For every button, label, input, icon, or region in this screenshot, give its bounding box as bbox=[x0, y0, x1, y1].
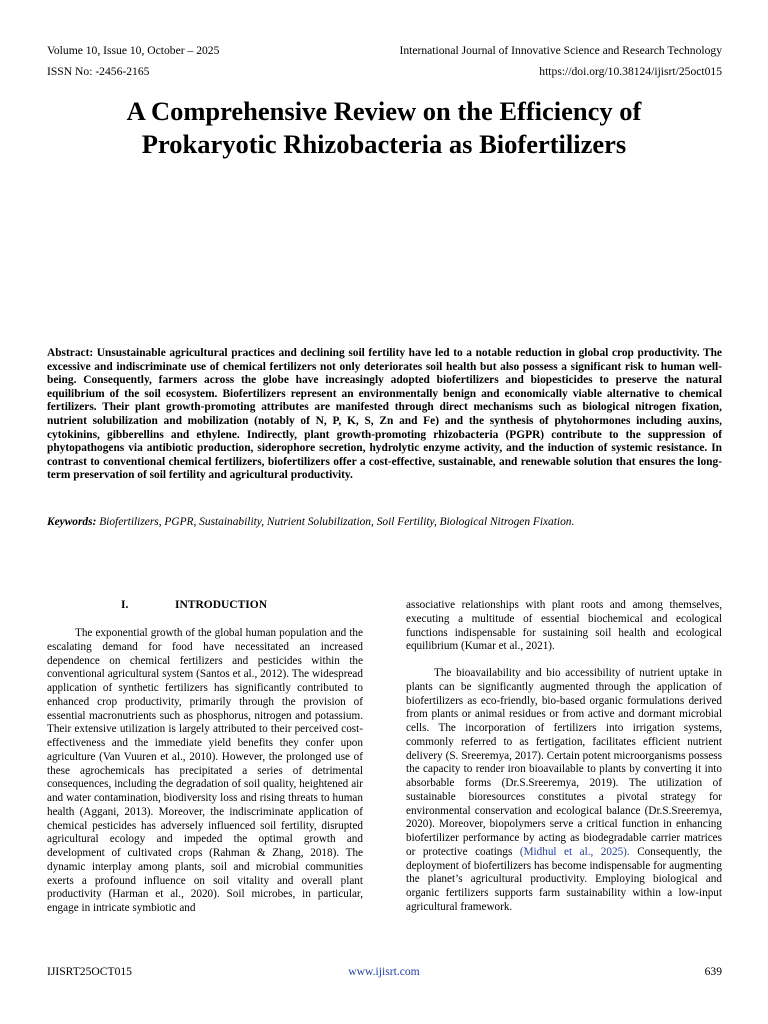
keywords bbox=[47, 515, 722, 529]
paragraph-text: The bioavailability and bio accessibility of nutrient uptake in plants can be significantly augmented through the application of biofertilizers as eco-friendly, bio-based organic formulations derived from plants or animal residues or from active and dormant microbial cells. The incorporation of fertilizers into irrigation systems, commonly referred to as fertigation, facilitates efficient nutrient delivery (S. Sreeremya, 2017). Certain potent microorganisms possess the capacity to render iron bioavailable to plants by converting it into absorbable forms (Dr.S.Sreeremya, 2019). The utilization of sustainable bioresources constitutes a pivotal strategy for environmental conservation and ecological balance (Dr.S.Sreeremya, 2020). Moreover, biopolymers serve a critical function in enhancing biofertilizer performance by acting as biodegradable carrier matrices or protective coatings bbox=[406, 667, 722, 858]
citation-link[interactable]: (Midhul et al., 2025). bbox=[519, 845, 630, 858]
paragraph-text: Consequently, the deployment of biofertilizers has become indispensable for augmenting the planet’s agricultural productivity. Employing biological and organic fertilizers supports farm sustainability within a low-input agricultural framework. bbox=[406, 845, 722, 913]
title-line-1: A Comprehensive Review on the Efficiency of bbox=[126, 96, 642, 126]
intro-paragraph-1: The exponential growth of the global human population and the escalating demand for food have necessitated an increased dependence on chemical fertilizers and pesticides within the conventional agricultural system (Santos et al., 2012). The widespread application of synthetic fertilizers has significantly contributed to enhanced crop productivity, primarily through the provision of essential macronutrients such as phosphorus, nitrogen and potassium. Their extensive utilization is largely attributed to their perceived cost-effectiveness and the immediate yield benefits they confer upon agriculture (Van Vuuren et al., 2010). However, the prolonged use of these agrochemicals has precipitated a series of detrimental consequences, including the degradation of soil quality, heightened air and water contamination, biodiversity loss and rising threats to human health (Aggani, 2013). Moreover, the indiscriminate application of chemical pesticides has adversely influenced soil fertility, disrupted agricultural ecology and impeded the optimal growth and development of cultivated crops (Rahman & Zhang, 2018). The dynamic interplay among plants, soil and microbial communities exerts a profound influence on soil vitality and overall plant productivity (Harman et al., 2020). Soil microbes, in particular, engage in intricate symbiotic and bbox=[47, 627, 363, 914]
abstract: Abstract: Unsustainable agricultural practices and declining soil fertility have led to a notable reduction in global crop productivity. The excessive and indiscriminate use of chemical fertilizers not only deteriorates soil health but also possess a significant risk to human well-being. Consequently, farmers across the globe have increasingly adopted biofertilizers and biopesticides to preserve the natural equilibrium of the soil ecosystem. Biofertilizers represent an environmentally benign and economically viable alternative to chemical fertilizers. Their plant growth-promoting attributes are manifested through direct mechanisms such as biological nitrogen fixation, nutrient solubilization and mobilization (notably of N, P, K, S, Zn and Fe) and the synthesis of phytohormones including auxins, cytokinins, gibberellins and ethylene. Indirectly, plant growth-promoting rhizobacteria (PGPR) contribute to the suppression of phytopathogens via antibiotic production, siderophore secretion, hydrolytic enzyme activity, and the induction of systemic resistance. In contrast to conventional chemical fertilizers, biofertilizers offer a cost-effective, sustainable, and renewable solution that ensures the long-term preservation of soil fertility and agricultural productivity. bbox=[47, 347, 722, 482]
keywords-label: Keywords: bbox=[47, 516, 97, 528]
section-title: INTRODUCTION bbox=[175, 599, 268, 611]
left-column bbox=[47, 599, 363, 916]
section-heading bbox=[47, 599, 363, 613]
doi-link[interactable]: https://doi.org/10.38124/ijisrt/25oct015 bbox=[539, 65, 722, 78]
page-number: 639 bbox=[704, 965, 722, 978]
keywords-text: Biofertilizers, PGPR, Sustainability, Nutrient Solubilization, Soil Fertility, Biological Nitrogen Fixation. bbox=[96, 516, 575, 528]
footer-paper-code: IJISRT25OCT015 bbox=[47, 965, 132, 978]
intro-paragraph-1-continued: associative relationships with plant roots and among themselves, executing a multitude of essential biochemical and ecological functions indispensable for sustaining soil health and ecological equilibrium (Kumar et al., 2021). bbox=[406, 599, 722, 653]
journal-name: International Journal of Innovative Science and Research Technology bbox=[399, 44, 722, 57]
footer-website-link[interactable]: www.ijisrt.com bbox=[348, 965, 420, 978]
title-line-2: Prokaryotic Rhizobacteria as Biofertilizers bbox=[141, 129, 627, 159]
issn-line: ISSN No: -2456-2165 bbox=[47, 65, 150, 78]
volume-issue-line: Volume 10, Issue 10, October – 2025 bbox=[47, 44, 220, 57]
right-column bbox=[406, 599, 722, 915]
section-number: I. bbox=[121, 599, 129, 611]
intro-paragraph-2 bbox=[406, 667, 722, 915]
paper-title bbox=[40, 95, 728, 161]
